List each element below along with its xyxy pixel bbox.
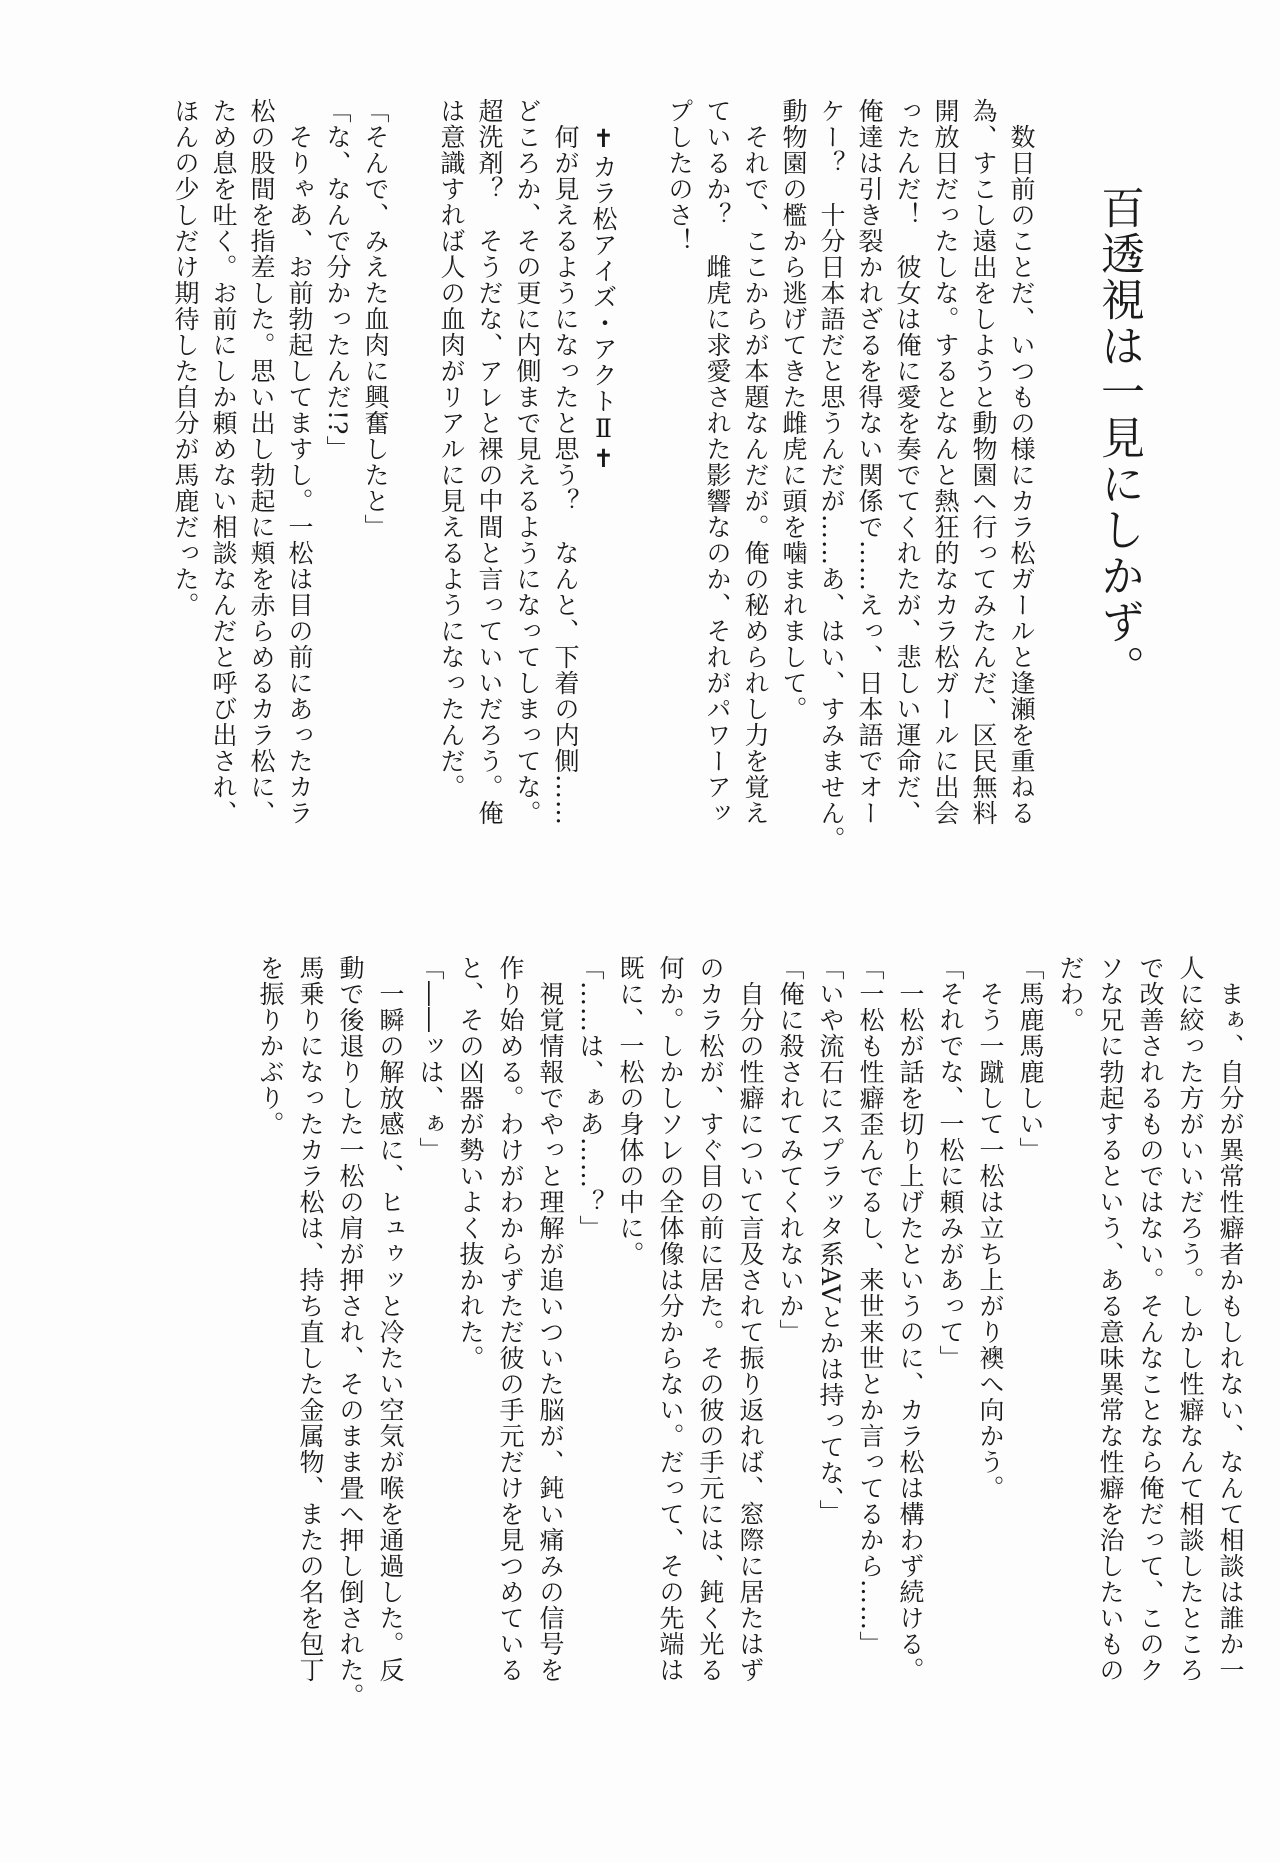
text-line: ているか？ 雌虎に求愛された影響なのか、それがパワーアッ xyxy=(703,98,732,826)
text-line: 馬乗りになったカラ松は、持ち直した金属物、またの名を包丁 xyxy=(296,955,325,1683)
text-line: は意識すれば人の血肉がリアルに見えるようになったんだ。 xyxy=(437,98,466,800)
text-line: で改善されるものではない。そんなことなら俺だって、このク xyxy=(1136,955,1165,1683)
text-line: 松の股間を指差した。思い出し勃起に頬を赤らめるカラ松に、 xyxy=(247,98,276,826)
text-line: 数日前のことだ、いつもの様にカラ松ガールと逢瀬を重ねる xyxy=(1007,98,1036,826)
text-line: と、その凶器が勢いよく抜かれた。 xyxy=(456,955,485,1371)
text-line: 超洗剤？ そうだな、アレと裸の中間と言っていいだろう。俺 xyxy=(475,98,504,826)
text-line: 俺達は引き裂かれざるを得ない関係で……えっ、日本語でオー xyxy=(855,98,884,826)
text-line: ったんだ！ 彼女は俺に愛を奏でてくれたが、悲しい運命だ、 xyxy=(893,98,922,826)
text-line: 自分の性癖について言及されて振り返れば、窓際に居たはず xyxy=(736,955,765,1683)
top-text-block xyxy=(171,98,1040,852)
blank-line xyxy=(622,98,660,818)
text-line: 「馬鹿馬鹿しい」 xyxy=(1016,955,1045,1163)
text-line: 動物園の檻から逃げてきた雌虎に頭を噛まれまして。 xyxy=(779,98,808,722)
text-line: そりゃあ、お前勃起してますし。一松は目の前にあったカラ xyxy=(285,98,314,826)
chapter-title: 百透視は一見にしかず。 xyxy=(1093,185,1144,691)
text-line: 開放日だったしな。するとなんと熱狂的なカラ松ガールに出会 xyxy=(931,98,960,826)
text-line: ✝カラ松アイズ・アクトⅡ✝ xyxy=(589,98,618,474)
text-line: 「――ッは、ぁ」 xyxy=(416,955,445,1163)
text-line: 「な、なんで分かったんだ!?」 xyxy=(323,98,352,462)
text-line: ソな兄に勃起するという、ある意味異常な性癖を治したいもの xyxy=(1096,955,1125,1683)
text-line: 「……は、ぁあ……？」 xyxy=(576,955,605,1241)
text-line: そう一蹴して一松は立ち上がり襖へ向かう。 xyxy=(976,955,1005,1501)
text-line: プしたのさ！ xyxy=(665,98,694,254)
text-line: 作り始める。わけがわからずただ彼の手元だけを見つめている xyxy=(496,955,525,1683)
text-line: ため息を吐く。お前にしか頼めない相談なんだと呼び出され、 xyxy=(209,98,238,826)
text-line: を振りかぶり。 xyxy=(256,955,285,1137)
text-line: 「いや流石にスプラッタ系AVとかは持ってな、」 xyxy=(816,955,845,1526)
text-line: 動で後退りした一松の肩が押され、そのまま畳へ押し倒された。 xyxy=(336,955,365,1709)
text-line: 為、すこし遠出をしようと動物園へ行ってみたんだ、区民無料 xyxy=(969,98,998,826)
text-line: 「俺に殺されてみてくれないか」 xyxy=(776,955,805,1345)
text-line: 視覚情報でやっと理解が追いついた脳が、鈍い痛みの信号を xyxy=(536,955,565,1683)
text-line: だわ。 xyxy=(1056,955,1085,1033)
bottom-text-block xyxy=(70,955,1250,1709)
text-line: 「そんで、みえた血肉に興奮したと」 xyxy=(361,98,390,540)
text-line: 人に絞った方がいいだろう。しかし性癖なんて相談したところ xyxy=(1176,955,1205,1683)
text-line: それで、ここからが本題なんだが。俺の秘められし力を覚え xyxy=(741,98,770,826)
text-line: まぁ、自分が異常性癖者かもしれない、なんて相談は誰か一 xyxy=(1216,955,1245,1683)
text-line: 「それでな、一松に頼みがあって」 xyxy=(936,955,965,1371)
text-line: ケー？ 十分日本語だと思うんだが……あ、はい、すみません。 xyxy=(817,98,846,852)
text-line: どころか、その更に内側まで見えるようになってしまってな。 xyxy=(513,98,542,826)
text-line: 一瞬の解放感に、ヒュゥッと冷たい空気が喉を通過した。反 xyxy=(376,955,405,1683)
text-line: 何か。しかしソレの全体像は分からない。だって、その先端は xyxy=(656,955,685,1683)
text-line: 何が見えるようになったと思う？ なんと、下着の内側…… xyxy=(551,98,580,826)
text-line: 既に、一松の身体の中に。 xyxy=(616,955,645,1267)
text-line: 「一松も性癖歪んでるし、来世来世とか言ってるから……」 xyxy=(856,955,885,1657)
blank-line xyxy=(394,98,432,818)
text-line: のカラ松が、すぐ目の前に居た。その彼の手元には、鈍く光る xyxy=(696,955,725,1683)
text-line: ほんの少しだけ期待した自分が馬鹿だった。 xyxy=(171,98,200,618)
text-line: 一松が話を切り上げたというのに、カラ松は構わず続ける。 xyxy=(896,955,925,1683)
